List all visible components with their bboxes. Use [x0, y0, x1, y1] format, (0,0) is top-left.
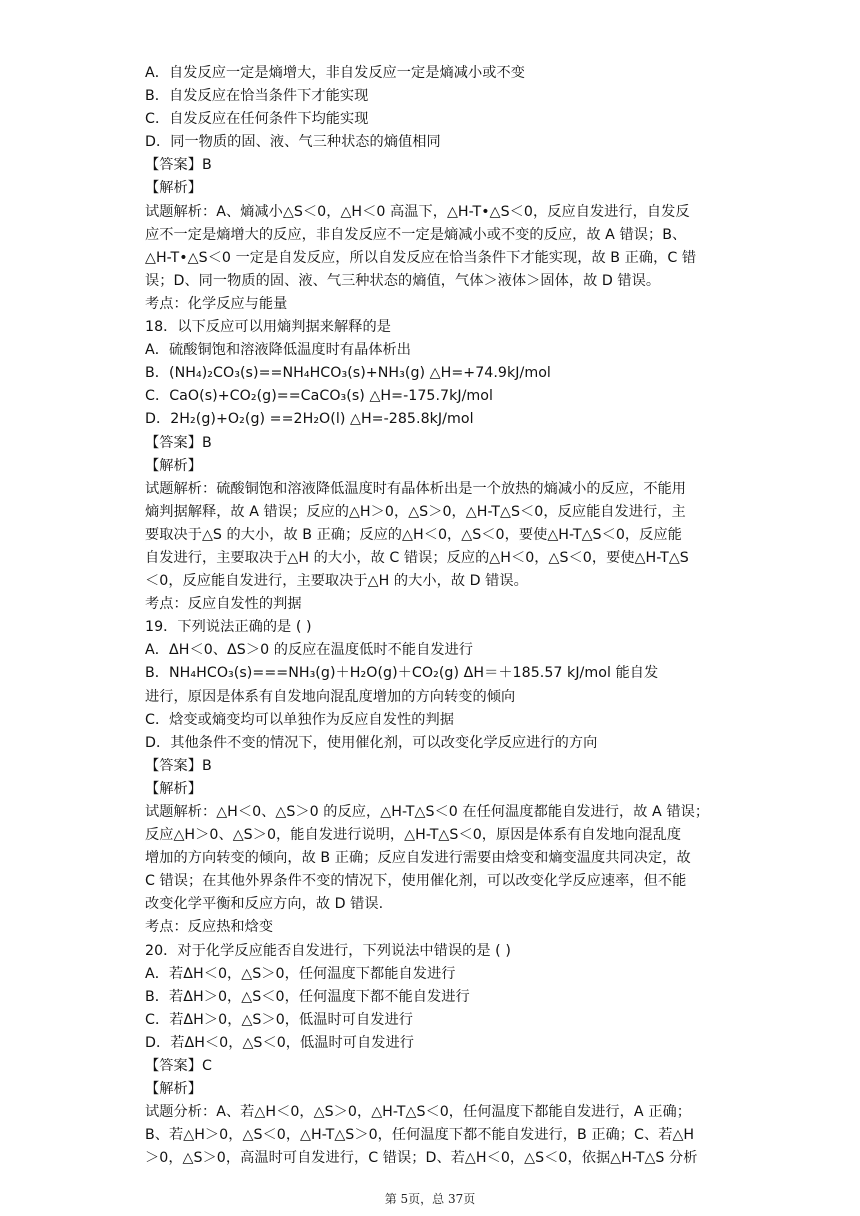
text-line: D．其他条件不变的情况下，使用催化剂，可以改变化学反应进行的方向 [145, 734, 598, 751]
text-line: 自发进行，主要取决于△H 的大小，故 C 错误；反应的△H＜0，△S＜0，要使△H-T△S [145, 549, 689, 566]
text-line: 19．下列说法正确的是 ( ) [145, 619, 312, 636]
text-line: A．硫酸铜饱和溶液降低温度时有晶体析出 [145, 342, 412, 359]
text-line: A．ΔH＜0、ΔS＞0 的反应在温度低时不能自发进行 [145, 642, 474, 659]
text-line: 考点：反应自发性的判据 [145, 596, 302, 613]
text-line: B．自发反应在恰当条件下才能实现 [145, 88, 369, 105]
text-line: 试题解析：△H＜0、△S＞0 的反应，△H-T△S＜0 在任何温度都能自发进行，故 A 错误； [145, 804, 710, 820]
text-line: D．2H₂(g)+O₂(g) ==2H₂O(l) △H=-285.8kJ/mol [145, 411, 474, 428]
text-line: 试题解析：硫酸铜饱和溶液降低温度时有晶体析出是一个放热的熵减小的反应，不能用 [145, 480, 687, 497]
text-line: 【答案】B [145, 434, 212, 451]
text-line: B．(NH₄)₂CO₃(s)==NH₄HCO₃(s)+NH₃(g) △H=+74.9kJ/mol [145, 365, 551, 382]
text-line: 误；D、同一物质的固、液、气三种状态的熵值，气体＞液体＞固体，故 D 错误。 [145, 272, 661, 289]
text-line: A．若ΔH＜0，△S＞0，任何温度下都能自发进行 [145, 965, 456, 982]
text-line: 【解析】 [145, 1081, 202, 1098]
text-line: C．CaO(s)+CO₂(g)==CaCO₃(s) △H=-175.7kJ/mol [145, 388, 494, 405]
text-line: 熵判据解释，故 A 错误；反应的△H＞0，△S＞0，△H-T△S＜0，反应能自发进行，主 [145, 503, 686, 520]
page-footer: 第 5页，总 37页 [384, 1192, 476, 1206]
text-line: B．NH₄HCO₃(s)===NH₃(g)＋H₂O(g)＋CO₂(g) ΔH＝＋185.57 kJ/mol 能自发 [145, 665, 659, 682]
text-line: 试题分析：A、若△H＜0，△S＞0，△H-T△S＜0，任何温度下都能自发进行，A 正确； [145, 1104, 691, 1121]
text-line: 试题解析：A、熵减小△S＜0，△H＜0 高温下，△H-T•△S＜0，反应自发进行，自发反 [145, 203, 690, 220]
text-line: 【答案】C [145, 1058, 212, 1075]
text-line: B、若△H＞0，△S＜0，△H-T△S＞0，任何温度下都不能自发进行，B 正确；C、若△H [145, 1127, 695, 1144]
text-line: 考点：化学反应与能量 [145, 295, 288, 312]
text-line: 改变化学平衡和反应方向，故 D 错误. [145, 896, 384, 913]
text-line: 【答案】B [145, 157, 212, 174]
text-line: 【解析】 [145, 457, 202, 474]
text-line: C．焓变或熵变均可以单独作为反应自发性的判据 [145, 711, 454, 728]
text-line: ＜0，反应能自发进行，主要取决于△H 的大小，故 D 错误。 [145, 573, 528, 590]
text-line: D．同一物质的固、液、气三种状态的熵值相同 [145, 134, 441, 151]
text-line: 反应△H＞0、△S＞0，能自发进行说明，△H-T△S＜0，原因是体系有自发地向混乱度 [145, 827, 682, 844]
text-line: 【答案】B [145, 757, 212, 774]
text-line: A．自发反应一定是熵增大，非自发反应一定是熵减小或不变 [145, 65, 525, 81]
text-line: ＞0，△S＞0，高温时可自发进行，C 错误；D、若△H＜0，△S＜0，依据△H-T△S 分析 [145, 1150, 698, 1167]
text-line: 18．以下反应可以用熵判据来解释的是 [145, 319, 391, 336]
text-line: C．若ΔH＞0，△S＞0，低温时可自发进行 [145, 1011, 413, 1028]
text-line: 应不一定是熵增大的反应，非自发反应不一定是熵减小或不变的反应，故 A 错误；B、 [145, 226, 687, 243]
text-line: 【解析】 [145, 180, 202, 197]
text-line: △H-T•△S＜0 一定是自发反应，所以自发反应在恰当条件下才能实现，故 B 正确，C 错 [145, 249, 697, 266]
text-line: 要取决于△S 的大小，故 B 正确；反应的△H＜0，△S＜0，要使△H-T△S＜0，反应能 [145, 526, 682, 543]
text-line: C 错误；在其他外界条件不变的情况下，使用催化剂，可以改变化学反应速率，但不能 [145, 873, 687, 890]
text-line: 考点：反应热和焓变 [145, 919, 274, 936]
text-line: 【解析】 [145, 780, 202, 797]
text-line: 增加的方向转变的倾向，故 B 正确；反应自发进行需要由焓变和熵变温度共同决定，故 [145, 850, 691, 867]
text-line: 20．对于化学反应能否自发进行，下列说法中错误的是 ( ) [145, 942, 511, 959]
document-body [145, 62, 725, 1171]
text-line: 进行，原因是体系有自发地向混乱度增加的方向转变的倾向 [145, 688, 516, 705]
text-line: B．若ΔH＞0，△S＜0，任何温度下都不能自发进行 [145, 988, 470, 1005]
text-line: C．自发反应在任何条件下均能实现 [145, 111, 369, 128]
text-line: D．若ΔH＜0，△S＜0，低温时可自发进行 [145, 1034, 414, 1051]
